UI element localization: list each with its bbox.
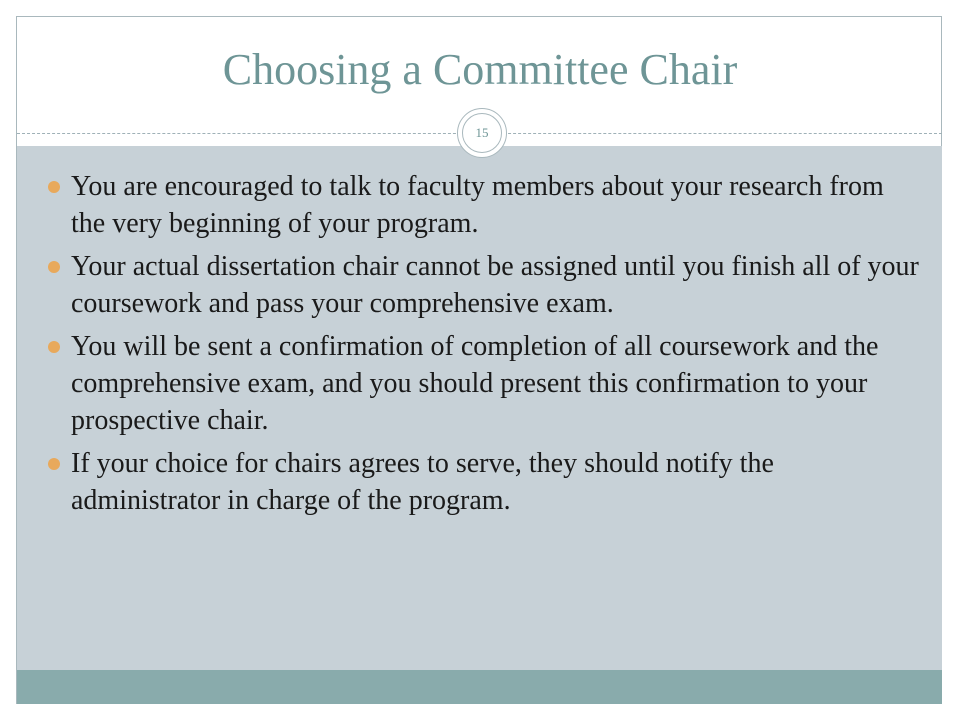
slide-title: Choosing a Committee Chair	[222, 45, 738, 94]
page-number-badge	[457, 108, 507, 158]
bullet-icon	[48, 181, 60, 193]
bullet-text: Your actual dissertation chair cannot be assigned until you finish all of your coursework and pass your comprehensive exam.	[71, 251, 919, 319]
bullet-item	[40, 168, 920, 242]
bullet-icon	[48, 261, 60, 273]
footer-band	[17, 670, 942, 704]
bullet-text: If your choice for chairs agrees to serve, they should notify the administrator in charge of the program.	[71, 448, 774, 516]
bullet-text: You will be sent a confirmation of completion of all coursework and the comprehensive exam, and you should present this confirmation to your prospective chair.	[71, 331, 879, 436]
bullet-item	[40, 445, 920, 519]
bullet-icon	[48, 458, 60, 470]
bullet-item	[40, 328, 920, 439]
bullet-icon	[48, 341, 60, 353]
bullet-list	[40, 168, 920, 525]
page-number: 15	[462, 113, 502, 153]
bullet-item	[40, 248, 920, 322]
bullet-text: You are encouraged to talk to faculty members about your research from the very beginning of your program.	[71, 171, 884, 239]
